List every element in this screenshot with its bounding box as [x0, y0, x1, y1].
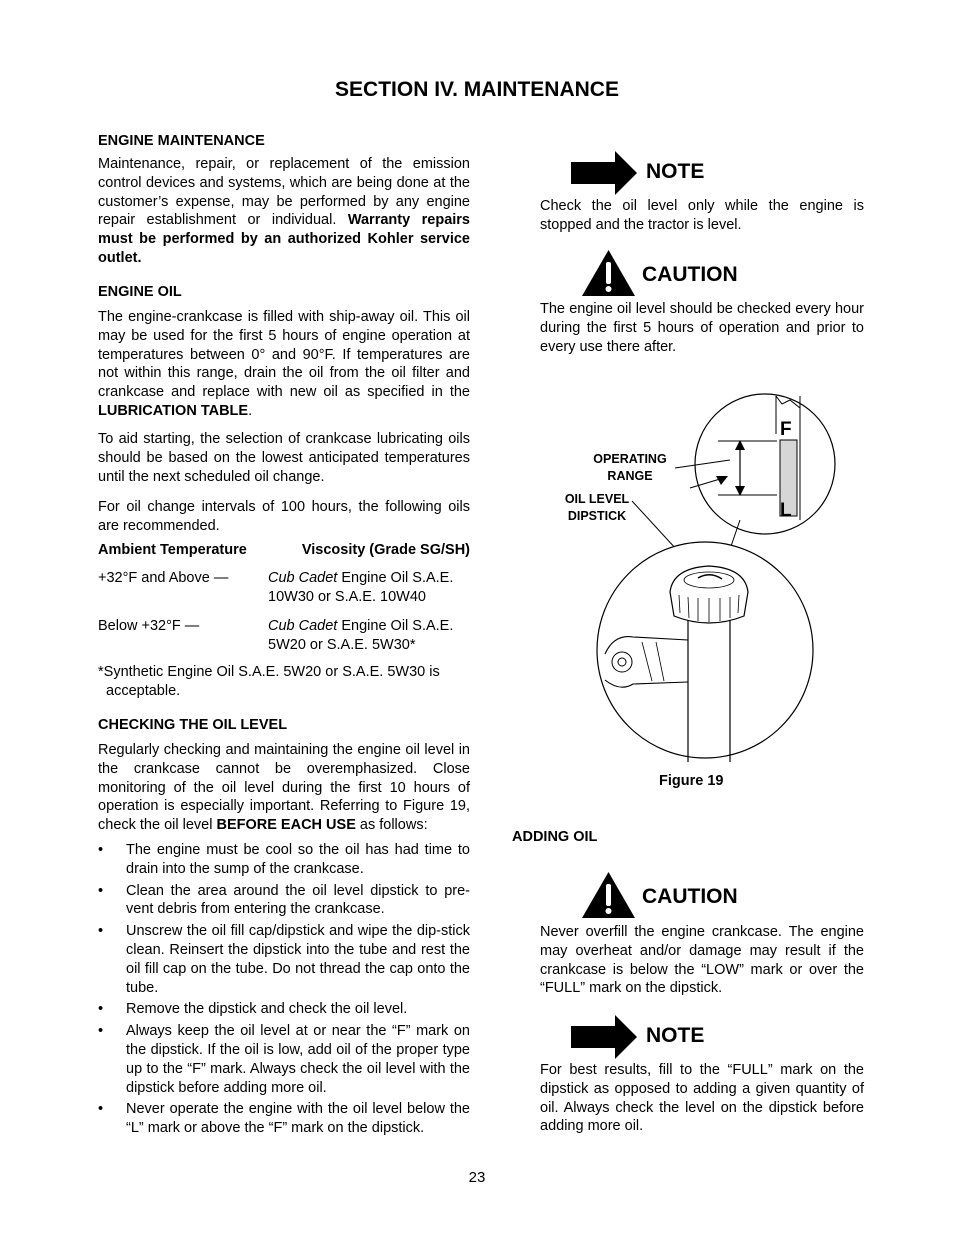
bullet: • — [98, 1101, 104, 1118]
step-text: Never operate the engine with the oil level below the “L” mark or above the “F” mark on the dipstick. — [126, 1101, 470, 1137]
step-text: Always keep the oil level at or near the “F” mark on the dipstick. If the oil is low, add oil of the proper type up to the “F” mark. Always check the oil level with the dipstick before adding more oil. — [126, 1023, 470, 1096]
checking-oil-intro — [98, 741, 470, 835]
engine-oil-paragraph-3: For oil change intervals of 100 hours, the following oils are recommended. — [98, 499, 470, 534]
adding-oil-heading: ADDING OIL — [512, 829, 598, 845]
full-mark: F — [780, 419, 792, 440]
lubrication-table-ref: LUBRICATION TABLE — [98, 402, 249, 419]
list-item — [98, 882, 470, 920]
list-item — [98, 1022, 470, 1097]
caution-warning-icon — [580, 248, 637, 298]
list-item — [98, 841, 470, 879]
bullet: • — [98, 1001, 104, 1018]
viscosity-line-1: Engine Oil S.A.E. — [337, 570, 454, 586]
footnote-line-2: acceptable. — [106, 682, 181, 699]
list-item — [98, 1000, 470, 1019]
operating-label-line-1: OPERATING — [593, 452, 667, 466]
oil-table-viscosity — [268, 617, 478, 654]
oil-level-dipstick-label — [551, 491, 643, 525]
engine-maintenance-heading: ENGINE MAINTENANCE — [98, 133, 265, 149]
operating-label-line-2: RANGE — [607, 469, 653, 483]
engine-oil-heading: ENGINE OIL — [98, 284, 182, 300]
engine-maintenance-paragraph — [98, 155, 470, 268]
viscosity-line-2: 5W20 or S.A.E. 5W30* — [268, 636, 416, 653]
operating-range-label — [582, 451, 678, 485]
before-each-use: BEFORE EACH USE — [216, 817, 356, 834]
low-mark: L — [780, 500, 792, 521]
caution-text: The engine oil level should be checked every hour during the first 5 hours of operation and prior to every use there after. — [540, 301, 864, 355]
dipstick-label-line-2: DIPSTICK — [567, 509, 627, 523]
note-arrow-icon — [571, 151, 637, 195]
page-number: 23 — [468, 1169, 486, 1186]
caution-warning-icon — [580, 870, 637, 920]
checking-oil-intro-text: Regularly checking and maintaining the engine oil level in the crankcase cannot be overemphasized. Close monitoring of the oil level during the first 10 hours of operation is especially important. Referring to Figure 19, check the oil level — [98, 742, 470, 834]
note-heading: NOTE — [646, 160, 705, 183]
note-heading: NOTE — [646, 1024, 705, 1047]
figure-caption: Figure 19 — [659, 773, 724, 789]
viscosity-header: Viscosity (Grade SG/SH) — [301, 542, 470, 558]
note-text: Check the oil level only while the engine is stopped and the tractor is level. — [540, 198, 864, 233]
engine-oil-paragraph-1 — [98, 308, 470, 421]
caution-text: Never overfill the engine crankcase. The engine may overheat and/or damage may result if the crankcase is below the “LOW” mark or over the “FULL” mark on the dipstick. — [540, 924, 864, 997]
note-arrow-icon — [571, 1015, 637, 1059]
bullet: • — [98, 842, 104, 858]
checking-oil-intro-end: as follows: — [355, 817, 428, 834]
oil-table-viscosity — [268, 569, 478, 606]
dipstick-figure — [570, 390, 870, 765]
engine-oil-p1-end: . — [248, 402, 253, 419]
oil-table-temp: Below +32°F — — [98, 618, 200, 634]
oil-table-temp: +32°F and Above — — [98, 570, 229, 586]
viscosity-line-2: 10W30 or S.A.E. 10W40 — [268, 588, 426, 605]
bullet: • — [98, 1023, 104, 1040]
oil-table-header — [98, 542, 470, 558]
brand-name: Cub Cadet — [268, 570, 338, 586]
step-text: Clean the area around the oil level dipstick to pre-vent debris from entering the crankcase. — [126, 882, 470, 918]
oil-check-steps — [98, 841, 470, 1141]
caution-heading: CAUTION — [642, 263, 738, 286]
synthetic-oil-footnote — [98, 663, 470, 701]
viscosity-line-1: Engine Oil S.A.E. — [337, 618, 454, 634]
warranty-notice: Warranty repairs must be performed by an authorized Kohler service outlet. — [98, 212, 470, 266]
engine-oil-paragraph-2: To aid starting, the selection of crankcase lubricating oils should be based on the lowest anticipated temperatures until the next scheduled oil change. — [98, 431, 470, 485]
page-title: SECTION IV. MAINTENANCE — [335, 78, 619, 101]
checking-oil-heading: CHECKING THE OIL LEVEL — [98, 717, 288, 733]
list-item — [98, 922, 470, 997]
dipstick-label-line-1: OIL LEVEL — [564, 492, 630, 506]
caution-heading: CAUTION — [642, 885, 738, 908]
engine-oil-p1-text: The engine-crankcase is filled with ship-away oil. This oil may be used for the first 5 hours of engine operation at temperatures between 0° and 90°F. If temperatures are not within this range, drain the oil from the oil filter and crankcase and replace with new oil as specified in the — [98, 309, 470, 401]
ambient-temperature-header: Ambient Temperature — [98, 542, 247, 558]
oil-table-row — [98, 569, 470, 609]
step-text: The engine must be cool so the oil has had time to drain into the sump of the crankcase. — [126, 842, 470, 877]
engine-maintenance-text: Maintenance, repair, or replacement of the emission control devices and systems, which are being done at the customer’s expense, may be performed by any engine repair establishment or individual. — [98, 156, 470, 229]
note-text: For best results, fill to the “FULL” mark on the dipstick as opposed to adding a given quantity of oil. Always check the level on the dipstick before adding more oil. — [540, 1062, 864, 1135]
bullet: • — [98, 882, 104, 899]
footnote-line-1: *Synthetic Engine Oil S.A.E. 5W20 or S.A.E. 5W30 is — [98, 664, 440, 680]
bullet: • — [98, 923, 104, 940]
list-item — [98, 1100, 470, 1138]
step-text: Unscrew the oil fill cap/dipstick and wipe the dip-stick clean. Reinsert the dipstick into the tube and rest the oil fill cap on the tube. Do not thread the cap onto the tube. — [126, 923, 470, 996]
brand-name: Cub Cadet — [268, 618, 338, 634]
oil-table-row — [98, 617, 470, 657]
step-text: Remove the dipstick and check the oil level. — [126, 1001, 408, 1018]
